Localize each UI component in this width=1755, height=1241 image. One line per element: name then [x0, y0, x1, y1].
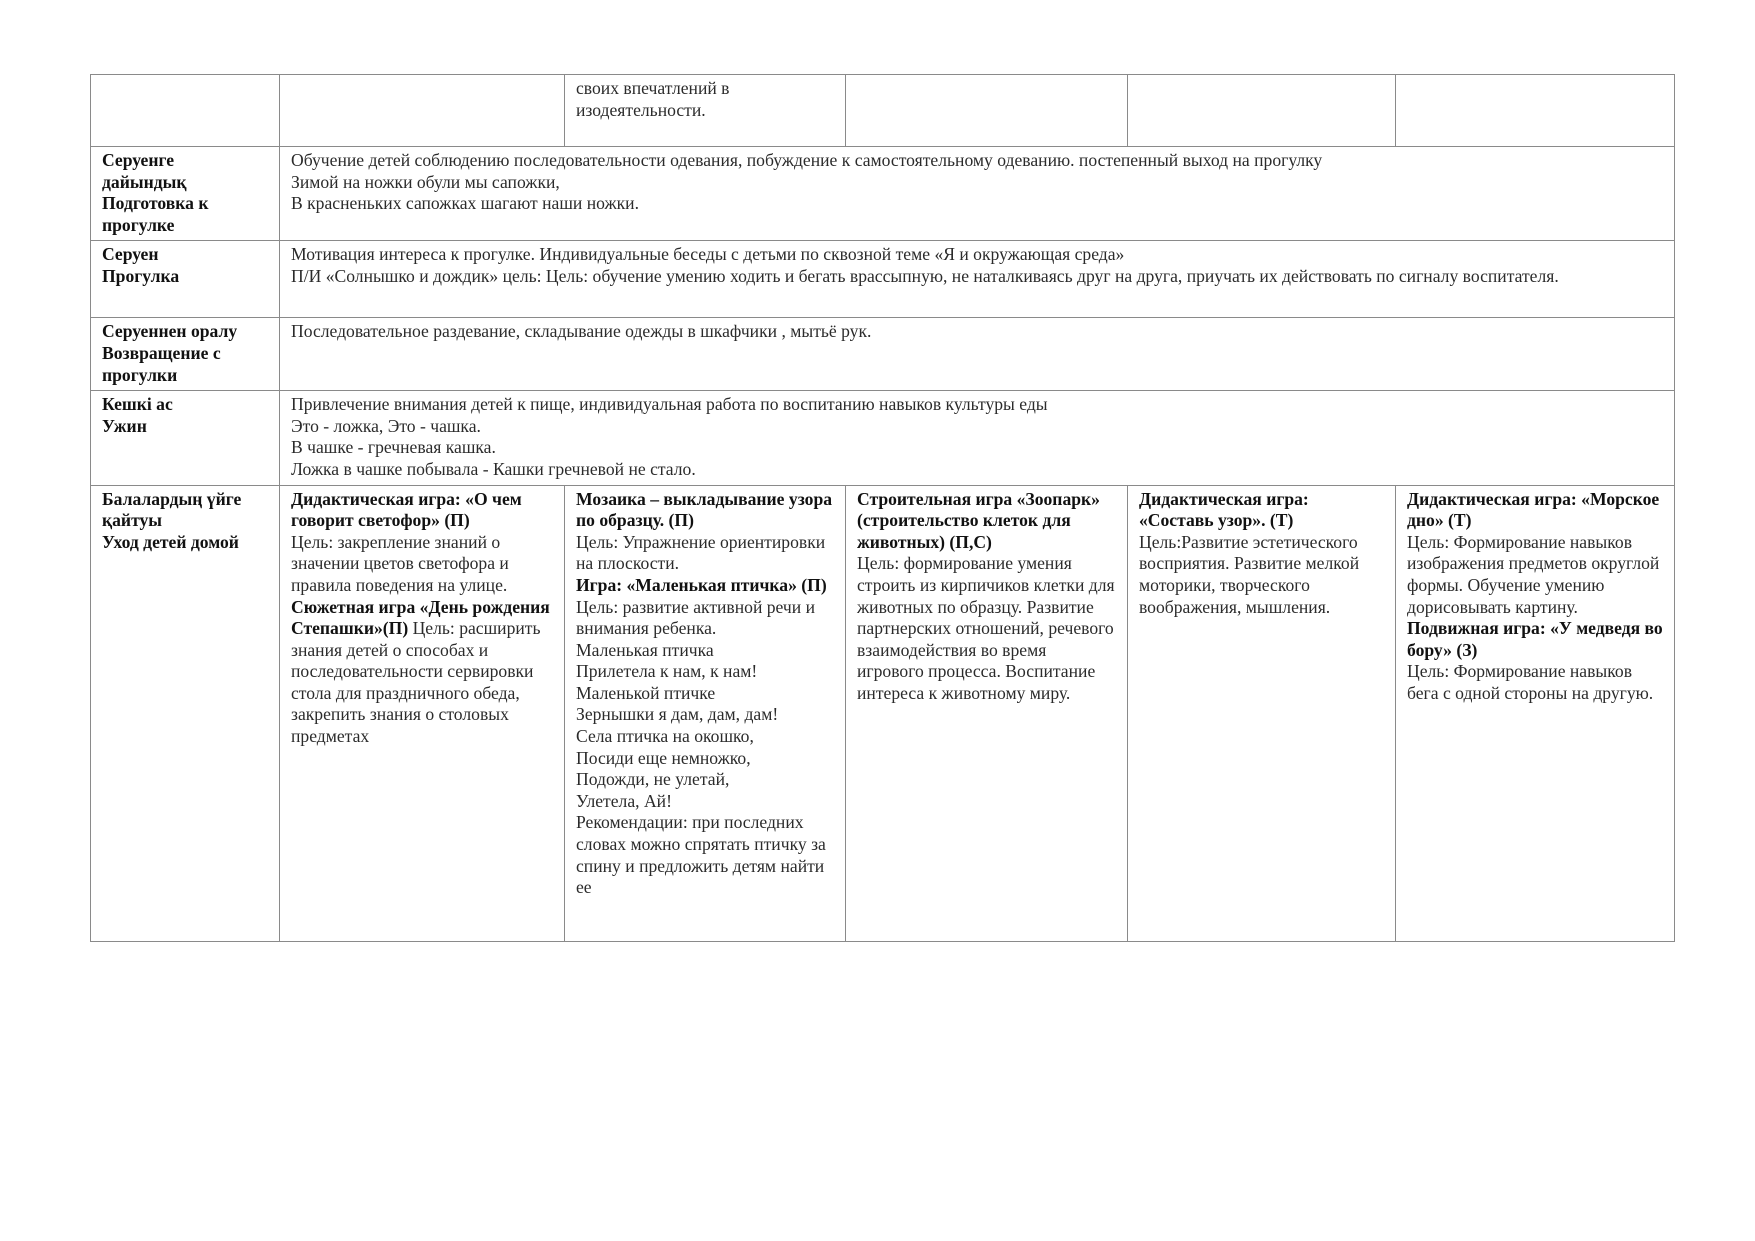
- day-cell-friday: [1396, 485, 1675, 941]
- row-heading: [91, 147, 280, 241]
- content-line: В чашке - гречневая кашка.: [291, 437, 496, 458]
- row-content: [280, 147, 1675, 241]
- poem-line: Подожди, не улетай,: [576, 769, 730, 790]
- table-cell: [1128, 75, 1396, 147]
- heading-line: Балалардың үйге: [102, 488, 242, 509]
- heading-line: Прогулка: [102, 265, 180, 286]
- day-cell-thursday: [1128, 485, 1396, 941]
- heading-line: Серуенге: [102, 150, 175, 170]
- table-row: [91, 241, 1675, 318]
- game-goal: Цель: Упражнение ориентировки на плоскости.: [576, 531, 826, 574]
- game-goal: Цель: развитие активной речи и внимания ребенка.: [576, 596, 816, 639]
- content-line: Привлечение внимания детей к пище, индивидуальная работа по воспитанию навыков культуры еды: [291, 394, 1048, 415]
- heading-line: Серуеннен оралу: [102, 321, 238, 342]
- table-row: [91, 391, 1675, 485]
- heading-line: қайтуы: [102, 510, 163, 531]
- poem-line: Прилетела к нам, к нам!: [576, 661, 758, 682]
- poem-line: Улетела, Ай!: [576, 790, 672, 811]
- heading-line: Уход детей домой: [102, 531, 239, 552]
- day-cell-wednesday: [846, 485, 1128, 941]
- heading-line: Кешкі ас: [102, 394, 173, 415]
- row-heading: [91, 241, 280, 318]
- poem-line: Зернышки я дам, дам, дам!: [576, 704, 779, 725]
- poem-line: Посиди еще немножко,: [576, 747, 751, 768]
- heading-line: прогулки: [102, 364, 178, 385]
- heading-line: Ужин: [102, 415, 147, 436]
- table-row: [91, 75, 1675, 147]
- content-line: Это - ложка, Это - чашка.: [291, 415, 481, 436]
- content-line: Последовательное раздевание, складывание одежды в шкафчики , мытьё рук.: [291, 321, 872, 342]
- content-line: В красненьких сапожках шагают наши ножки.: [291, 193, 639, 214]
- day-cell-monday: [280, 485, 565, 941]
- game-goal: Цель: Формирование навыков бега с одной стороны на другую.: [1407, 661, 1654, 703]
- table-row: [91, 318, 1675, 391]
- row-content: [280, 391, 1675, 485]
- heading-line: Подготовка к: [102, 193, 209, 214]
- table-row: [91, 147, 1675, 241]
- game-goal: Цель: закрепление знаний о значении цветов светофора и правила поведения на улице.: [291, 531, 509, 595]
- row-heading: [91, 318, 280, 391]
- table-cell: [565, 75, 846, 147]
- game-goal: Цель: Формирование навыков изображения предметов округлой формы. Обучение умению дорисовывать картину.: [1407, 531, 1660, 617]
- poem-line: Маленькой птичке: [576, 682, 716, 703]
- poem-line: Маленькая птичка: [576, 639, 714, 660]
- document-page: [90, 74, 1674, 942]
- cell-text-line: своих впечатлений в: [576, 78, 730, 98]
- day-cell-tuesday: [565, 485, 846, 941]
- game-goal: Цель: формирование умения строить из кирпичиков клетки для животных по образцу. Развитие партнерских отношений, речевого взаимодействия во время игрового процесса. Воспитание интереса к животному миру.: [857, 553, 1115, 703]
- daily-plan-table: [90, 74, 1675, 942]
- row-heading: [91, 391, 280, 485]
- heading-line: Серуен: [102, 244, 159, 265]
- table-row: [91, 485, 1675, 941]
- heading-line: дайындық: [102, 171, 187, 192]
- game-title: Подвижная игра: «У медведя во бору» (З): [1407, 618, 1663, 660]
- cell-text-line: изодеятельности.: [576, 99, 706, 120]
- game-title: Дидактическая игра: «О чем говорит светофор» (П): [291, 488, 522, 531]
- heading-line: Возвращение с: [102, 342, 221, 363]
- table-cell: [846, 75, 1128, 147]
- content-line: Зимой на ножки обули мы сапожки,: [291, 171, 560, 192]
- row-content: [280, 241, 1675, 318]
- game-goal: Цель: расширить знания детей о способах и последовательности сервировки стола для праздничного обеда, закрепить знания о столовых предметах: [291, 618, 541, 747]
- game-title: Строительная игра «Зоопарк» (строительство клеток для животных) (П,С): [857, 488, 1100, 552]
- table-cell: [91, 75, 280, 147]
- game-title: Дидактическая игра: «Составь узор». (Т): [1139, 488, 1309, 531]
- content-line: П/И «Солнышко и дождик» цель: Цель: обучение умению ходить и бегать врассыпную, не наталкиваясь друг на друга, приучать их действовать по сигналу воспитателя.: [291, 265, 1559, 286]
- game-title: Сюжетная игра «День рождения Степашки»(П): [291, 596, 550, 639]
- game-title: Мозаика – выкладывание узора по образцу. (П): [576, 488, 833, 531]
- game-title: Игра: «Маленькая птичка» (П): [576, 574, 827, 595]
- table-cell: [280, 75, 565, 147]
- poem-line: Села птичка на окошко,: [576, 726, 754, 747]
- table-cell: [1396, 75, 1675, 147]
- game-goal: Цель:Развитие эстетического восприятия. Развитие мелкой моторики, творческого воображения, мышления.: [1139, 531, 1360, 617]
- heading-line: прогулке: [102, 214, 175, 235]
- content-line: Мотивация интереса к прогулке. Индивидуальные беседы с детьми по сквозной теме «Я и окружающая среда»: [291, 244, 1125, 265]
- content-line: Ложка в чашке побывала - Кашки гречневой не стало.: [291, 458, 696, 479]
- row-content: [280, 318, 1675, 391]
- game-recommendation: Рекомендации: при последних словах можно спрятать птичку за спину и предложить детям найти ее: [576, 812, 826, 898]
- row-heading: [91, 485, 280, 941]
- content-line: Обучение детей соблюдению последовательности одевания, побуждение к самостоятельному одеванию. постепенный выход на прогулку: [291, 150, 1323, 170]
- game-title: Дидактическая игра: «Морское дно» (Т): [1407, 488, 1660, 531]
